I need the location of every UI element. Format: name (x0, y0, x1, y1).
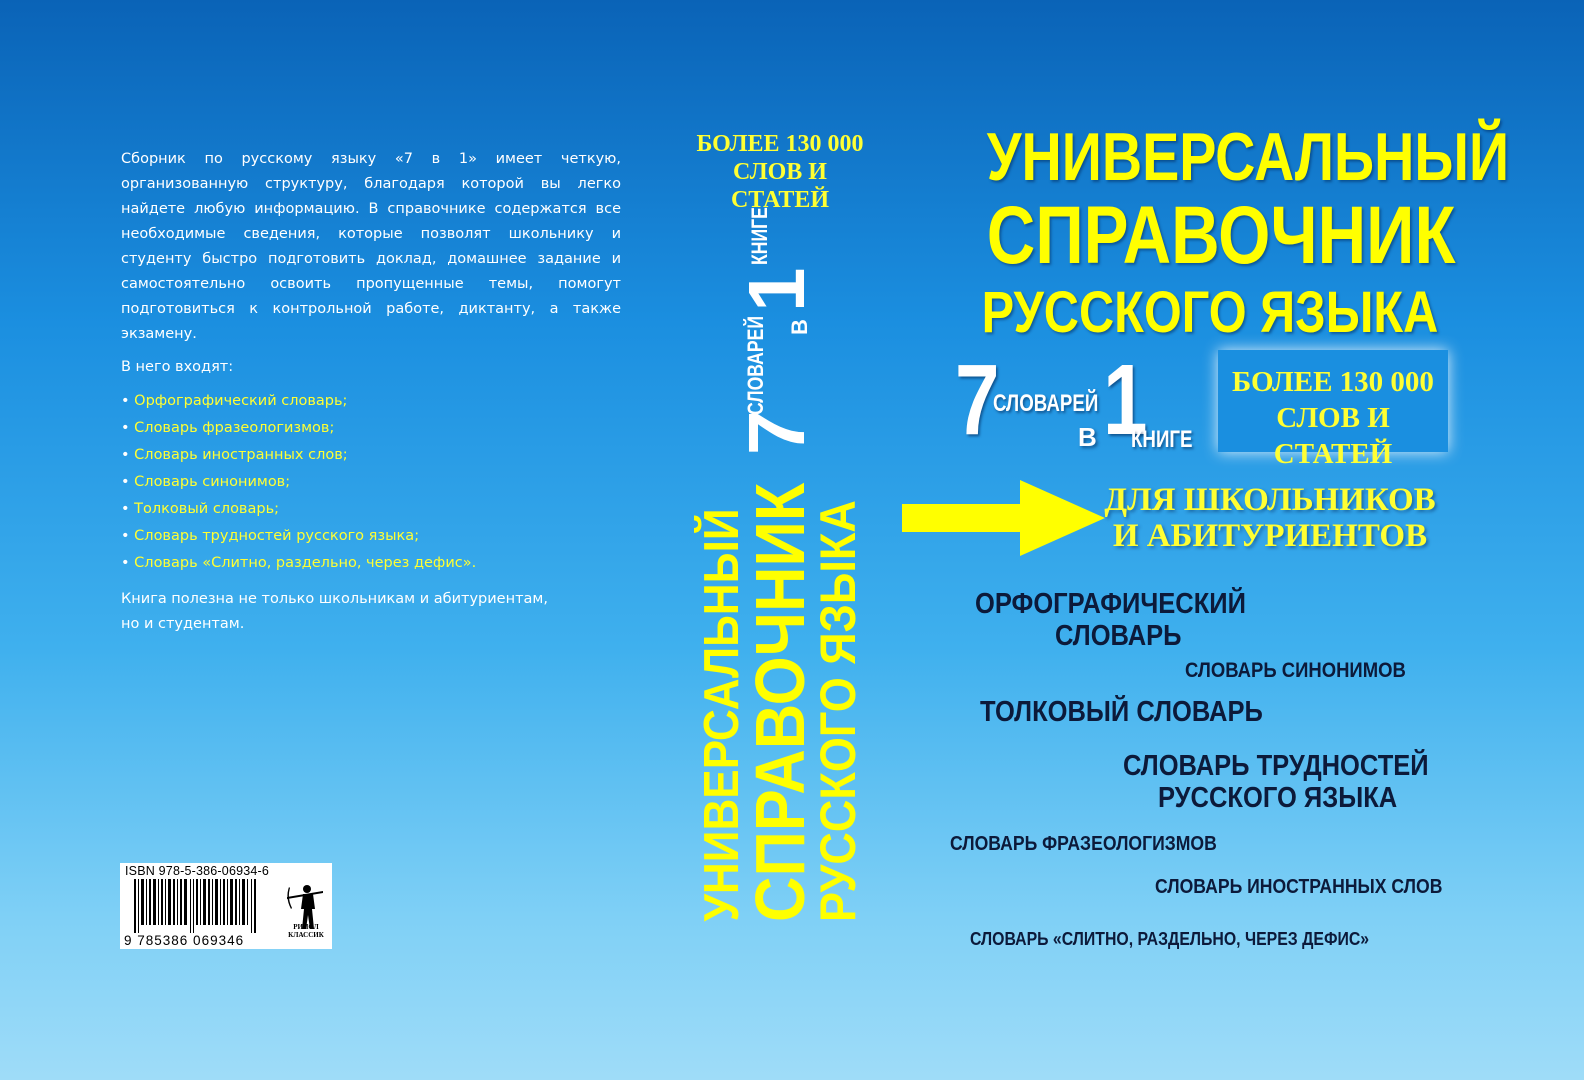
isbn-barcode-block (120, 863, 332, 949)
spine-title-line: РУССКОГО ЯЗЫКА (810, 500, 866, 922)
list-item: • Орфографический словарь; (121, 388, 621, 415)
front-title-line: РУССКОГО ЯЗЫКА (981, 280, 1439, 345)
includes-list (121, 388, 621, 577)
arrow-right-icon (900, 478, 1110, 558)
dict-orthographic-2: СЛОВАРЬ (1055, 620, 1182, 652)
front-book-word: КНИГЕ (1131, 426, 1193, 453)
list-item: • Словарь иностранных слов; (121, 442, 621, 469)
spine-count-line: БОЛЕЕ 130 000 (696, 131, 864, 157)
dict-spelling-together: СЛОВАРЬ «СЛИТНО, РАЗДЕЛЬНО, ЧЕРЕЗ ДЕФИС» (970, 929, 1370, 949)
spine-seven-in-one (732, 195, 827, 455)
front-seven: 7 (955, 344, 1000, 456)
dict-orthographic: ОРФОГРАФИЧЕСКИЙ (975, 588, 1246, 620)
description-paragraph: Сборник по русскому языку «7 в 1» имеет четкую, организованную структуру, благодаря которой вы легко найдете любую информацию. В справочнике содержатся все необходимые сведения, которые позволят школьнику и студенту быстро подготовить доклад, домашнее задание и самостоятельно освоить пропущенные темы, помогут подготовиться к контрольной работе, диктанту, а также экзамену. (121, 151, 621, 342)
dict-foreign-words: СЛОВАРЬ ИНОСТРАННЫХ СЛОВ (1155, 876, 1443, 898)
spine-title (693, 482, 873, 945)
dict-phraseology: СЛОВАРЬ ФРАЗЕОЛОГИЗМОВ (950, 833, 1217, 855)
front-one: 1 (1103, 344, 1148, 456)
word-count-badge (1218, 350, 1448, 470)
spine-count-line: СЛОВ И СТАТЕЙ (730, 159, 830, 213)
publisher-name: РИПОЛ КЛАССИК (288, 923, 324, 939)
audience-line: ДЛЯ ШКОЛЬНИКОВ (1104, 482, 1436, 518)
front-seven-in-one (955, 344, 1215, 460)
list-item: • Толковый словарь; (121, 496, 621, 523)
spine-one: 1 (732, 267, 821, 312)
spine-seven: 7 (732, 410, 821, 455)
dict-difficulties: СЛОВАРЬ ТРУДНОСТЕЙ (1123, 750, 1429, 782)
dict-explanatory: ТОЛКОВЫЙ СЛОВАРЬ (980, 696, 1263, 728)
audience-label (1090, 482, 1450, 554)
includes-heading: В него входят: (121, 359, 234, 375)
list-item: • Словарь синонимов; (121, 469, 621, 496)
front-title (940, 118, 1510, 350)
front-title-line: УНИВЕРСАЛЬНЫЙ (986, 119, 1510, 195)
spine-title-line: УНИВЕРСАЛЬНЫЙ (695, 508, 749, 922)
front-title-line: СПРАВОЧНИК (986, 190, 1456, 281)
back-footer-note: Книга полезна не только школьникам и абитуриентам, но и студентам. (121, 591, 548, 632)
barcode-number: 9 785386 069346 (124, 933, 245, 948)
isbn-text: ISBN 978-5-386-06934-6 (125, 864, 270, 878)
spine-in-word: В (787, 319, 812, 335)
badge-line: СЛОВ И СТАТЕЙ (1273, 402, 1393, 470)
back-cover-description (121, 147, 621, 645)
list-item: • Словарь «Слитно, раздельно, через дефис». (121, 550, 621, 577)
spine-title-line: СПРАВОЧНИК (741, 482, 819, 922)
list-item: • Словарь фразеологизмов; (121, 415, 621, 442)
front-dicts-word: СЛОВАРЕЙ (993, 390, 1099, 417)
dict-difficulties-2: РУССКОГО ЯЗЫКА (1158, 782, 1398, 814)
list-item: • Словарь трудностей русского языка; (121, 523, 621, 550)
audience-line: И АБИТУРИЕНТОВ (1112, 518, 1428, 554)
dict-synonyms: СЛОВАРЬ СИНОНИМОВ (1185, 659, 1406, 682)
front-in-word: В (1078, 422, 1097, 452)
spine-book-word: КНИГЕ (747, 207, 772, 265)
barcode-image (124, 879, 279, 933)
badge-line: БОЛЕЕ 130 000 (1232, 366, 1434, 398)
spine-dicts-word: СЛОВАРЕЙ (743, 316, 768, 415)
